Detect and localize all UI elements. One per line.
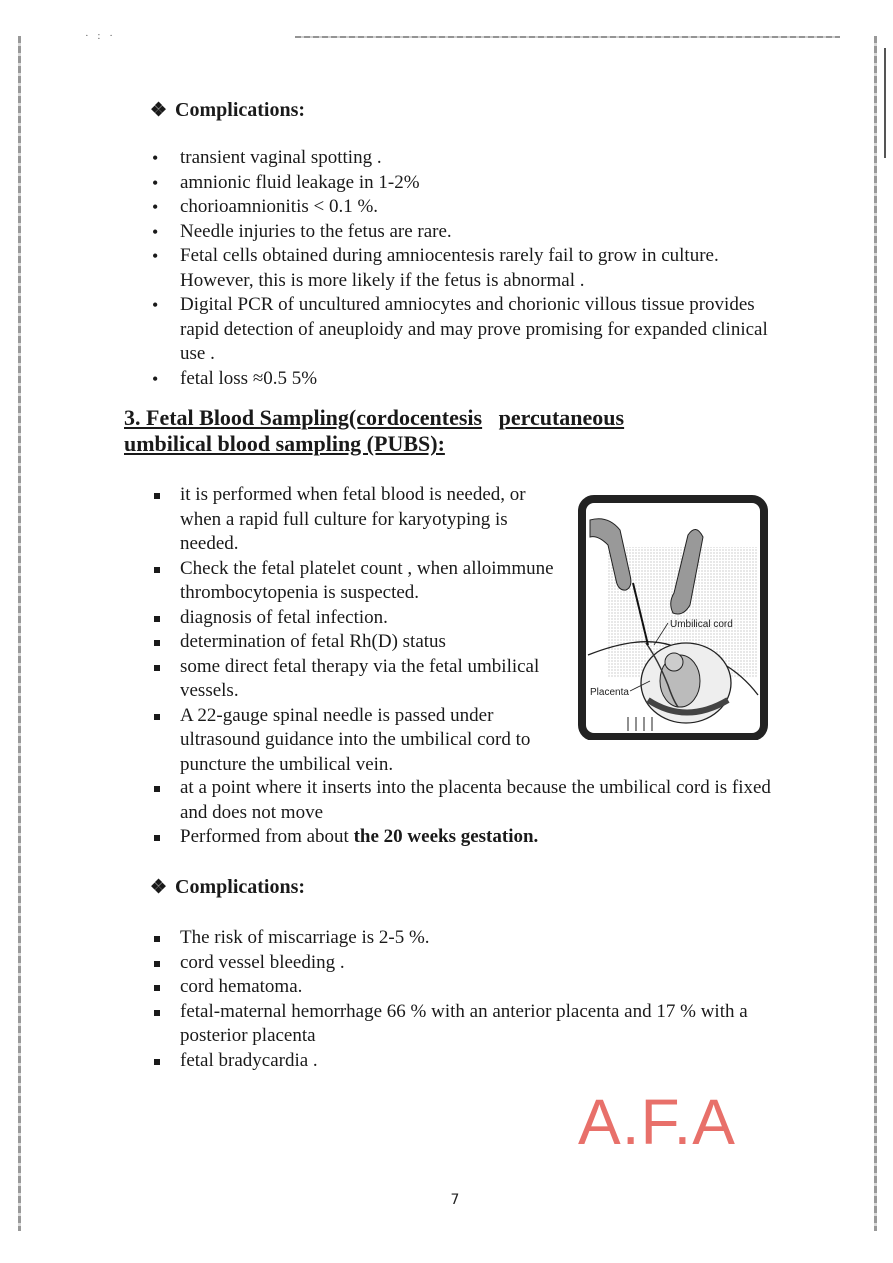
list-item: • amnionic fluid leakage in 1-2%: [148, 171, 788, 196]
list-item: cord vessel bleeding .: [148, 951, 778, 976]
list-item: • Digital PCR of uncultured amniocytes and chorionic villous tissue provides rapid detection of aneuploidy and may prove promising for expanded clinical use .: [148, 293, 788, 367]
list-item: cord hematoma.: [148, 975, 778, 1000]
complications-list-2: [148, 926, 778, 1073]
list-item: determination of fetal Rh(D) status: [148, 630, 568, 655]
cordocentesis-figure: [578, 495, 768, 740]
page-number: 7: [450, 1192, 460, 1208]
watermark-afa: A.F.A: [578, 1086, 736, 1158]
section-title-part-2: percutaneous: [498, 405, 625, 430]
scan-edge-right: [874, 36, 877, 1231]
list-item: some direct fetal therapy via the fetal umbilical vessels.: [148, 655, 568, 704]
list-item: • Needle injuries to the fetus are rare.: [148, 220, 788, 245]
fetus-head: [665, 653, 683, 671]
section-title-part-1: 3. Fetal Blood Sampling(cordocentesis: [124, 405, 483, 430]
list-item: • Fetal cells obtained during amniocentesis rarely fail to grow in culture. However, this is more likely if the fetus is abnormal .: [148, 244, 788, 293]
list-item: diagnosis of fetal infection.: [148, 606, 568, 631]
scan-edge-right-bar: [884, 48, 886, 158]
list-item: • transient vaginal spotting .: [148, 146, 788, 171]
diamond-bullet-icon: ❖: [150, 100, 168, 121]
complications-heading-2: [150, 876, 305, 899]
list-item: A 22-gauge spinal needle is passed under ultrasound guidance into the umbilical cord to puncture the umbilical vein.: [148, 704, 568, 778]
scan-edge-top: [295, 36, 840, 38]
section-title-part-3: umbilical blood sampling (PUBS):: [124, 431, 445, 456]
label-placenta: Placenta: [590, 687, 629, 698]
pubs-list-narrow: [148, 483, 568, 777]
complications-heading-1-text: Complications:: [175, 99, 306, 121]
list-item: Check the fetal platelet count , when alloimmune thrombocytopenia is suspected.: [148, 557, 568, 606]
pubs-list-wide: [148, 776, 778, 850]
label-umbilical-cord: Umbilical cord: [670, 619, 733, 630]
gestation-bold: the 20 weeks gestation.: [353, 826, 539, 847]
gestation-prefix: Performed from about: [180, 826, 354, 847]
list-item: at a point where it inserts into the placenta because the umbilical cord is fixed and does not move: [148, 776, 778, 825]
list-item: The risk of miscarriage is 2-5 %.: [148, 926, 778, 951]
complications-heading-2-text: Complications:: [175, 876, 306, 898]
list-item-gestation: [148, 825, 778, 850]
complications-list-1: [148, 146, 788, 391]
diamond-bullet-icon: ❖: [150, 877, 168, 898]
scan-edge-left: [18, 36, 21, 1231]
section-title-fetal-blood-sampling: [124, 405, 744, 457]
scan-mark: · : ·: [85, 30, 116, 42]
list-item: fetal bradycardia .: [148, 1049, 778, 1074]
list-item: • fetal loss ≈0.5 5%: [148, 367, 788, 392]
complications-heading-1: [150, 99, 305, 122]
list-item: it is performed when fetal blood is needed, or when a rapid full culture for karyotyping is needed.: [148, 483, 568, 557]
list-item: fetal-maternal hemorrhage 66 % with an anterior placenta and 17 % with a posterior placenta: [148, 1000, 778, 1049]
list-item: • chorioamnionitis < 0.1 %.: [148, 195, 788, 220]
